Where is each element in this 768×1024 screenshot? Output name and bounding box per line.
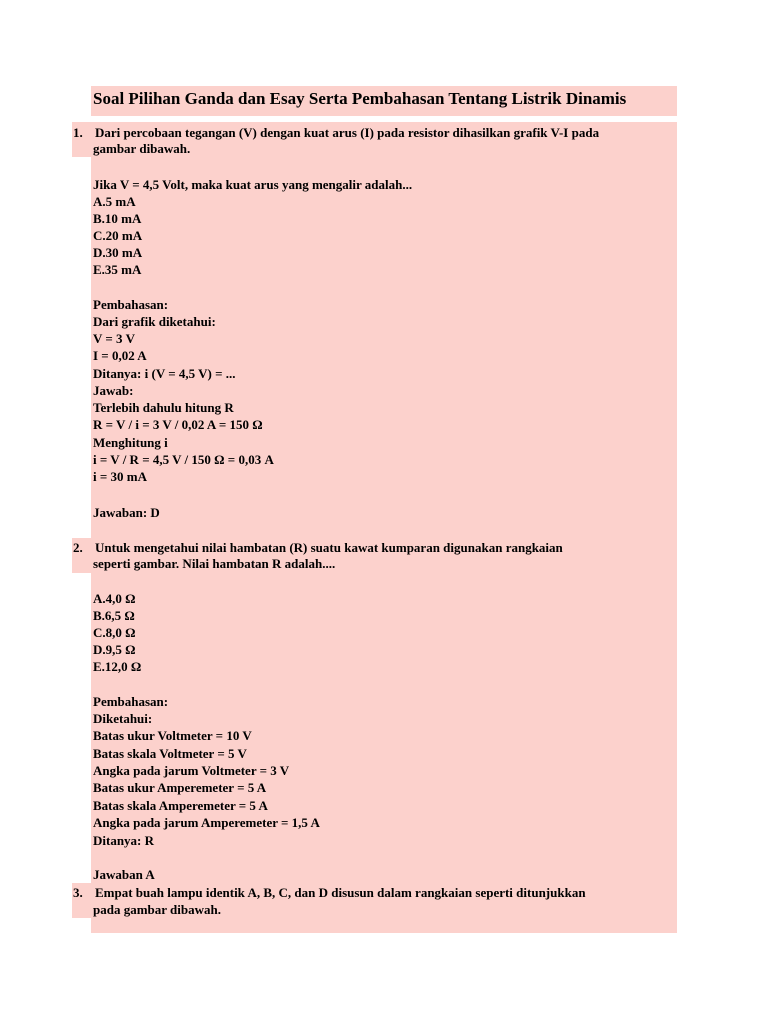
q1-discussion-line: Pembahasan: (93, 297, 169, 312)
q2-discussion-line: Batas skala Voltmeter = 5 V (93, 746, 247, 761)
q2-discussion-line: Batas skala Amperemeter = 5 A (93, 798, 268, 813)
q1-number: 1. (73, 125, 83, 140)
q3-stem-line: Empat buah lampu identik A, B, C, dan D disusun dalam rangkaian seperti ditunjukkan (95, 885, 586, 900)
q3-number: 3. (73, 885, 83, 900)
q2-option-b: B.6,5 Ω (93, 608, 135, 623)
q1-discussion-line: Terlebih dahulu hitung R (93, 400, 234, 415)
q1-discussion-line: R = V / i = 3 V / 0,02 A = 150 Ω (93, 417, 263, 432)
q2-stem-line: Untuk mengetahui nilai hambatan (R) suatu kawat kumparan digunakan rangkaian (95, 540, 563, 555)
q1-option-d: D.30 mA (93, 245, 143, 260)
q1-discussion-line: Ditanya: i (V = 4,5 V) = ... (93, 366, 236, 381)
q1-option-c: C.20 mA (93, 228, 143, 243)
q1-stem-line: gambar dibawah. (93, 141, 191, 156)
q1-question: Jika V = 4,5 Volt, maka kuat arus yang mengalir adalah... (93, 177, 413, 192)
q1-stem-line: Dari percobaan tegangan (V) dengan kuat arus (I) pada resistor dihasilkan grafik V-I pada (95, 125, 600, 140)
q1-discussion-line: i = V / R = 4,5 V / 150 Ω = 0,03 A (93, 452, 274, 467)
q2-discussion-line: Diketahui: (93, 711, 153, 726)
q2-discussion-line: Angka pada jarum Amperemeter = 1,5 A (93, 815, 320, 830)
page-title: Soal Pilihan Ganda dan Esay Serta Pembahasan Tentang Listrik Dinamis (93, 89, 627, 108)
q1-body-highlight (91, 157, 677, 538)
q2-option-c: C.8,0 Ω (93, 625, 136, 640)
q2-stem-line: seperti gambar. Nilai hambatan R adalah.... (93, 556, 336, 571)
q2-number: 2. (73, 540, 83, 555)
q3-body-highlight (91, 918, 677, 933)
q2-discussion-line: Batas ukur Voltmeter = 10 V (93, 728, 252, 743)
q1-option-e: E.35 mA (93, 262, 142, 277)
q1-discussion-line: Dari grafik diketahui: (93, 314, 216, 329)
q2-discussion-line: Angka pada jarum Voltmeter = 3 V (93, 763, 290, 778)
q2-discussion-line: Batas ukur Amperemeter = 5 A (93, 780, 267, 795)
q1-discussion-line: I = 0,02 A (93, 348, 147, 363)
q2-discussion-line: Pembahasan: (93, 694, 169, 709)
q2-option-a: A.4,0 Ω (93, 591, 136, 606)
q1-discussion-line: Jawab: (93, 383, 134, 398)
q2-option-e: E.12,0 Ω (93, 659, 142, 674)
q1-discussion-line: i = 30 mA (93, 469, 147, 484)
q1-discussion-line: V = 3 V (93, 331, 135, 346)
q3-stem-line: pada gambar dibawah. (93, 902, 221, 917)
q2-discussion-line: Ditanya: R (93, 833, 155, 848)
q1-discussion-line: Menghitung i (93, 435, 168, 450)
q2-answer: Jawaban A (93, 867, 155, 882)
q1-answer: Jawaban: D (93, 505, 160, 520)
q1-option-b: B.10 mA (93, 211, 142, 226)
q1-option-a: A.5 mA (93, 194, 136, 209)
q2-option-d: D.9,5 Ω (93, 642, 136, 657)
